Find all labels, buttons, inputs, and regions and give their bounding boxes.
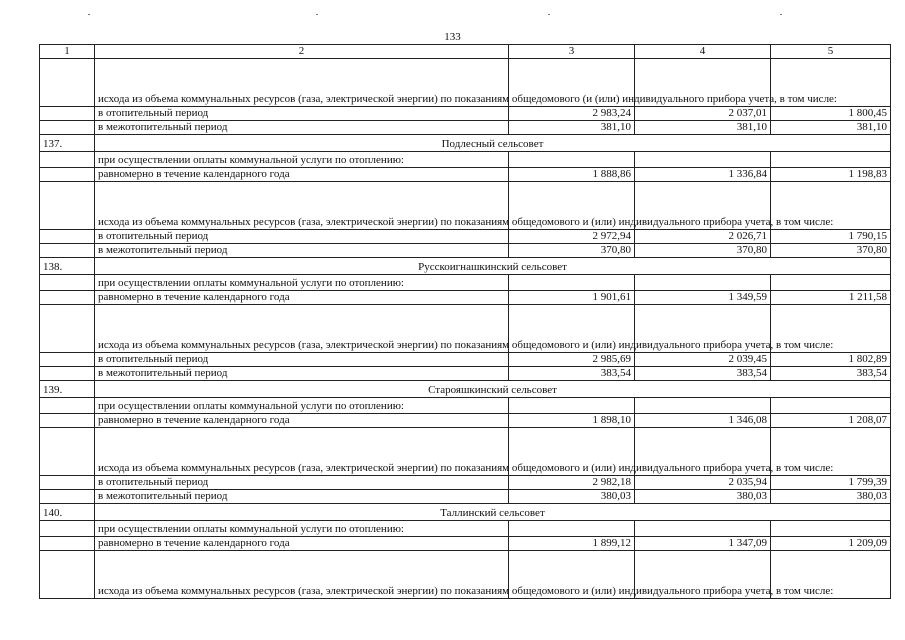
section-number: 138.	[40, 257, 95, 274]
scan-speck	[88, 14, 90, 15]
value-col-4: 383,54	[635, 366, 771, 380]
row-number-cell	[40, 120, 95, 134]
value-cell	[771, 274, 891, 290]
text-row	[40, 58, 891, 106]
value-col-5: 381,10	[771, 120, 891, 134]
row-label: равномерно в течение календарного года	[95, 290, 509, 304]
value-col-4: 1 346,08	[635, 413, 771, 427]
scan-speck	[780, 14, 782, 15]
text-row	[40, 427, 891, 475]
row-label: исхода из объема коммунальных ресурсов (газа, электрической энергии) по показаниям общедомового и (или) индивидуального прибора учета, в том числе:	[95, 304, 509, 352]
value-col-5: 1 209,09	[771, 536, 891, 550]
row-label: в межотопительный период	[95, 489, 509, 503]
row-label: равномерно в течение календарного года	[95, 167, 509, 181]
row-number-cell	[40, 352, 95, 366]
row-label: при осуществлении оплаты коммунальной услуги по отоплению:	[95, 520, 509, 536]
value-col-4: 2 035,94	[635, 475, 771, 489]
value-cell	[635, 274, 771, 290]
row-number-cell	[40, 58, 95, 106]
header-row	[40, 45, 891, 59]
table-row	[40, 413, 891, 427]
row-label: при осуществлении оплаты коммунальной услуги по отоплению:	[95, 151, 509, 167]
value-cell	[771, 520, 891, 536]
column-header: 5	[771, 45, 891, 59]
value-col-3: 1 898,10	[509, 413, 635, 427]
value-col-3: 381,10	[509, 120, 635, 134]
section-number: 140.	[40, 503, 95, 520]
value-cell	[509, 274, 635, 290]
value-cell	[771, 151, 891, 167]
table-row	[40, 229, 891, 243]
text-row	[40, 274, 891, 290]
value-col-5: 1 790,15	[771, 229, 891, 243]
row-number-cell	[40, 550, 95, 598]
row-label: исхода из объема коммунальных ресурсов (газа, электрической энергии) по показаниям общедомового и (или) индивидуального прибора учета, в том числе:	[95, 550, 509, 598]
value-cell	[635, 520, 771, 536]
table-row	[40, 366, 891, 380]
row-number-cell	[40, 413, 95, 427]
value-col-5: 383,54	[771, 366, 891, 380]
text-row	[40, 181, 891, 229]
value-col-4: 1 349,59	[635, 290, 771, 304]
section-row	[40, 503, 891, 520]
row-label: в отопительный период	[95, 352, 509, 366]
value-cell	[635, 151, 771, 167]
value-cell	[635, 397, 771, 413]
value-col-3: 2 972,94	[509, 229, 635, 243]
value-col-3: 1 901,61	[509, 290, 635, 304]
row-label: исхода из объема коммунальных ресурсов (газа, электрической энергии) по показаниям общедомового и (или) индивидуального прибора учета, в том числе:	[95, 181, 509, 229]
row-number-cell	[40, 181, 95, 229]
row-number-cell	[40, 366, 95, 380]
value-col-5: 1 800,45	[771, 106, 891, 120]
row-label: в отопительный период	[95, 475, 509, 489]
row-number-cell	[40, 167, 95, 181]
row-number-cell	[40, 290, 95, 304]
value-col-3: 370,80	[509, 243, 635, 257]
column-header: 4	[635, 45, 771, 59]
value-col-3: 1 888,86	[509, 167, 635, 181]
row-label: исхода из объема коммунальных ресурсов (газа, электрической энергии) по показаниям общедомового (и (или) индивидуального прибора учета, в том числе:	[95, 58, 509, 106]
value-cell	[509, 520, 635, 536]
row-label: при осуществлении оплаты коммунальной услуги по отоплению:	[95, 274, 509, 290]
column-header: 3	[509, 45, 635, 59]
row-label: исхода из объема коммунальных ресурсов (газа, электрической энергии) по показаниям общедомового и (или) индивидуального прибора учета, в том числе:	[95, 427, 509, 475]
row-label: при осуществлении оплаты коммунальной услуги по отоплению:	[95, 397, 509, 413]
value-col-5: 380,03	[771, 489, 891, 503]
section-title: Таллинский сельсовет	[95, 503, 891, 520]
value-col-4: 1 347,09	[635, 536, 771, 550]
value-col-5: 1 802,89	[771, 352, 891, 366]
row-label: в межотопительный период	[95, 366, 509, 380]
value-col-5: 1 799,39	[771, 475, 891, 489]
value-col-4: 370,80	[635, 243, 771, 257]
value-col-3: 2 983,24	[509, 106, 635, 120]
section-title: Подлесный сельсовет	[95, 134, 891, 151]
value-col-4: 381,10	[635, 120, 771, 134]
row-number-cell	[40, 520, 95, 536]
table-row	[40, 120, 891, 134]
row-number-cell	[40, 106, 95, 120]
value-col-5: 370,80	[771, 243, 891, 257]
row-label: в межотопительный период	[95, 243, 509, 257]
column-header: 2	[95, 45, 509, 59]
column-header: 1	[40, 45, 95, 59]
value-col-4: 2 039,45	[635, 352, 771, 366]
text-row	[40, 550, 891, 598]
page-number: 133	[444, 31, 461, 43]
section-title: Старояшкинский сельсовет	[95, 380, 891, 397]
row-number-cell	[40, 151, 95, 167]
value-col-4: 2 037,01	[635, 106, 771, 120]
section-row	[40, 380, 891, 397]
row-number-cell	[40, 489, 95, 503]
section-row	[40, 257, 891, 274]
value-cell	[509, 151, 635, 167]
value-col-3: 380,03	[509, 489, 635, 503]
value-cell	[509, 397, 635, 413]
row-number-cell	[40, 229, 95, 243]
scan-speck	[316, 14, 318, 15]
value-col-5: 1 211,58	[771, 290, 891, 304]
value-col-3: 2 982,18	[509, 475, 635, 489]
text-row	[40, 304, 891, 352]
text-row	[40, 151, 891, 167]
tariff-table	[39, 44, 891, 599]
value-col-3: 2 985,69	[509, 352, 635, 366]
table-row	[40, 352, 891, 366]
row-number-cell	[40, 427, 95, 475]
value-col-3: 383,54	[509, 366, 635, 380]
table-row	[40, 290, 891, 304]
row-label: в межотопительный период	[95, 120, 509, 134]
row-number-cell	[40, 274, 95, 290]
section-number: 139.	[40, 380, 95, 397]
value-col-5: 1 208,07	[771, 413, 891, 427]
text-row	[40, 520, 891, 536]
text-row	[40, 397, 891, 413]
table-row	[40, 475, 891, 489]
row-number-cell	[40, 397, 95, 413]
row-label: в отопительный период	[95, 229, 509, 243]
section-row	[40, 134, 891, 151]
value-col-4: 380,03	[635, 489, 771, 503]
table-row	[40, 167, 891, 181]
row-number-cell	[40, 536, 95, 550]
table-row	[40, 243, 891, 257]
value-col-3: 1 899,12	[509, 536, 635, 550]
row-label: равномерно в течение календарного года	[95, 413, 509, 427]
scan-speck	[548, 14, 550, 15]
row-number-cell	[40, 243, 95, 257]
value-col-4: 2 026,71	[635, 229, 771, 243]
value-cell	[771, 397, 891, 413]
section-title: Русскоигнашкинский сельсовет	[95, 257, 891, 274]
value-col-5: 1 198,83	[771, 167, 891, 181]
row-label: равномерно в течение календарного года	[95, 536, 509, 550]
table-row	[40, 489, 891, 503]
row-label: в отопительный период	[95, 106, 509, 120]
row-number-cell	[40, 304, 95, 352]
table-row	[40, 536, 891, 550]
table-row	[40, 106, 891, 120]
section-number: 137.	[40, 134, 95, 151]
row-number-cell	[40, 475, 95, 489]
value-col-4: 1 336,84	[635, 167, 771, 181]
